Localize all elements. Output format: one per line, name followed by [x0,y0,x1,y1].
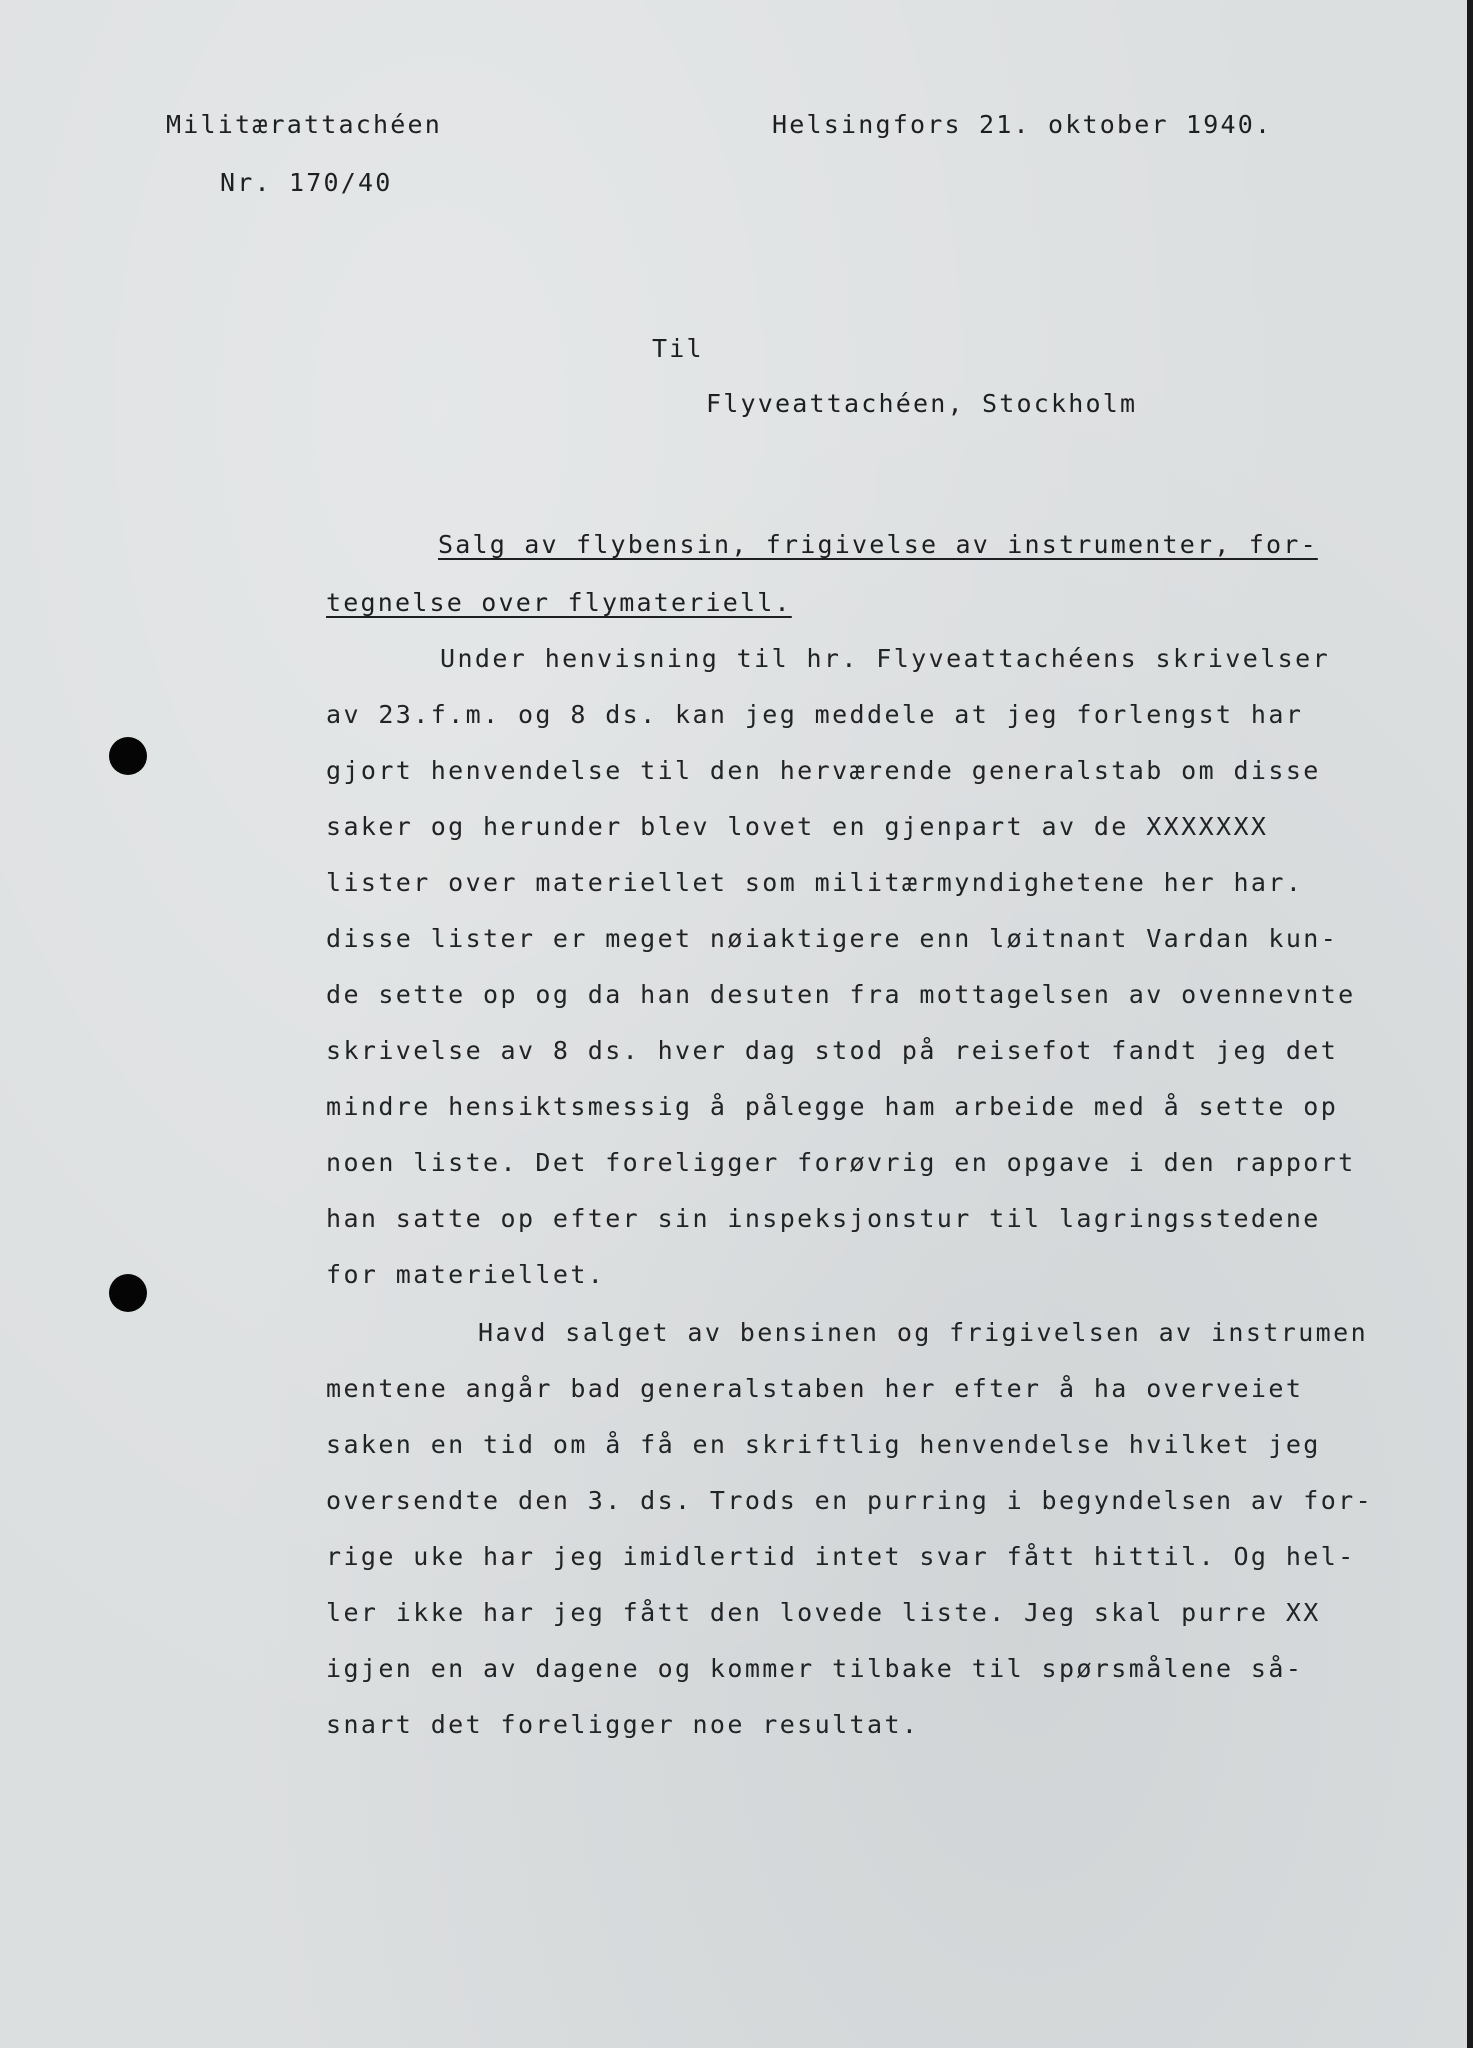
body-line: noen liste. Det foreligger forøvrig en opgave i den rapport [326,1148,1356,1177]
punch-hole-top [109,737,147,775]
body-line: av 23.f.m. og 8 ds. kan jeg meddele at jeg forlengst har [326,700,1304,729]
body-line: de sette op og da han desuten fra mottagelsen av ovennevnte [326,980,1356,1009]
body-line: han satte op efter sin inspeksjonstur til lagringsstedene [326,1204,1321,1233]
body-line: mindre hensiktsmessig å pålegge ham arbeide med å sette op [326,1092,1339,1121]
body-line: skrivelse av 8 ds. hver dag stod på reisefot fandt jeg det [326,1036,1339,1065]
body-line: ler ikke har jeg fått den lovede liste. Jeg skal purre XX [326,1598,1321,1627]
body-line: mentene angår bad generalstaben her efter å ha overveiet [326,1374,1304,1403]
body-line: snart det foreligger noe resultat. [326,1710,920,1739]
body-line: for materiellet. [326,1260,606,1289]
subject-line: Salg av flybensin, frigivelse av instrumenter, for- [438,530,1318,559]
body-line: lister over materiellet som militærmyndighetene her har. [326,868,1304,897]
body-line: saker og herunder blev lovet en gjenpart av de XXXXXXX [326,812,1269,841]
subject-line: tegnelse over flymateriell. [326,588,792,617]
body-line: Under henvisning til hr. Flyveattachéens skrivelser [440,644,1331,673]
body-line: oversendte den 3. ds. Trods en purring i begyndelsen av for- [326,1486,1374,1515]
body-line: disse lister er meget nøiaktigere enn løitnant Vardan kun- [326,924,1339,953]
body-line: gjort henvendelse til den herværende generalstab om disse [326,756,1321,785]
place-and-date: Helsingfors 21. oktober 1940. [772,110,1273,139]
to-label: Til [652,334,704,363]
body-line: igjen en av dagene og kommer tilbake til spørsmålene så- [326,1654,1304,1683]
body-line: Havd salget av bensinen og frigivelsen av instrumen [478,1318,1369,1347]
reference-number: Nr. 170/40 [220,168,393,197]
recipient: Flyveattachéen, Stockholm [706,389,1138,418]
sender-title: Militærattachéen [166,110,443,139]
body-line: saken en tid om å få en skriftlig henvendelse hvilket jeg [326,1430,1321,1459]
punch-hole-bottom [109,1274,147,1312]
body-line: rige uke har jeg imidlertid intet svar fått hittil. Og hel- [326,1542,1356,1571]
